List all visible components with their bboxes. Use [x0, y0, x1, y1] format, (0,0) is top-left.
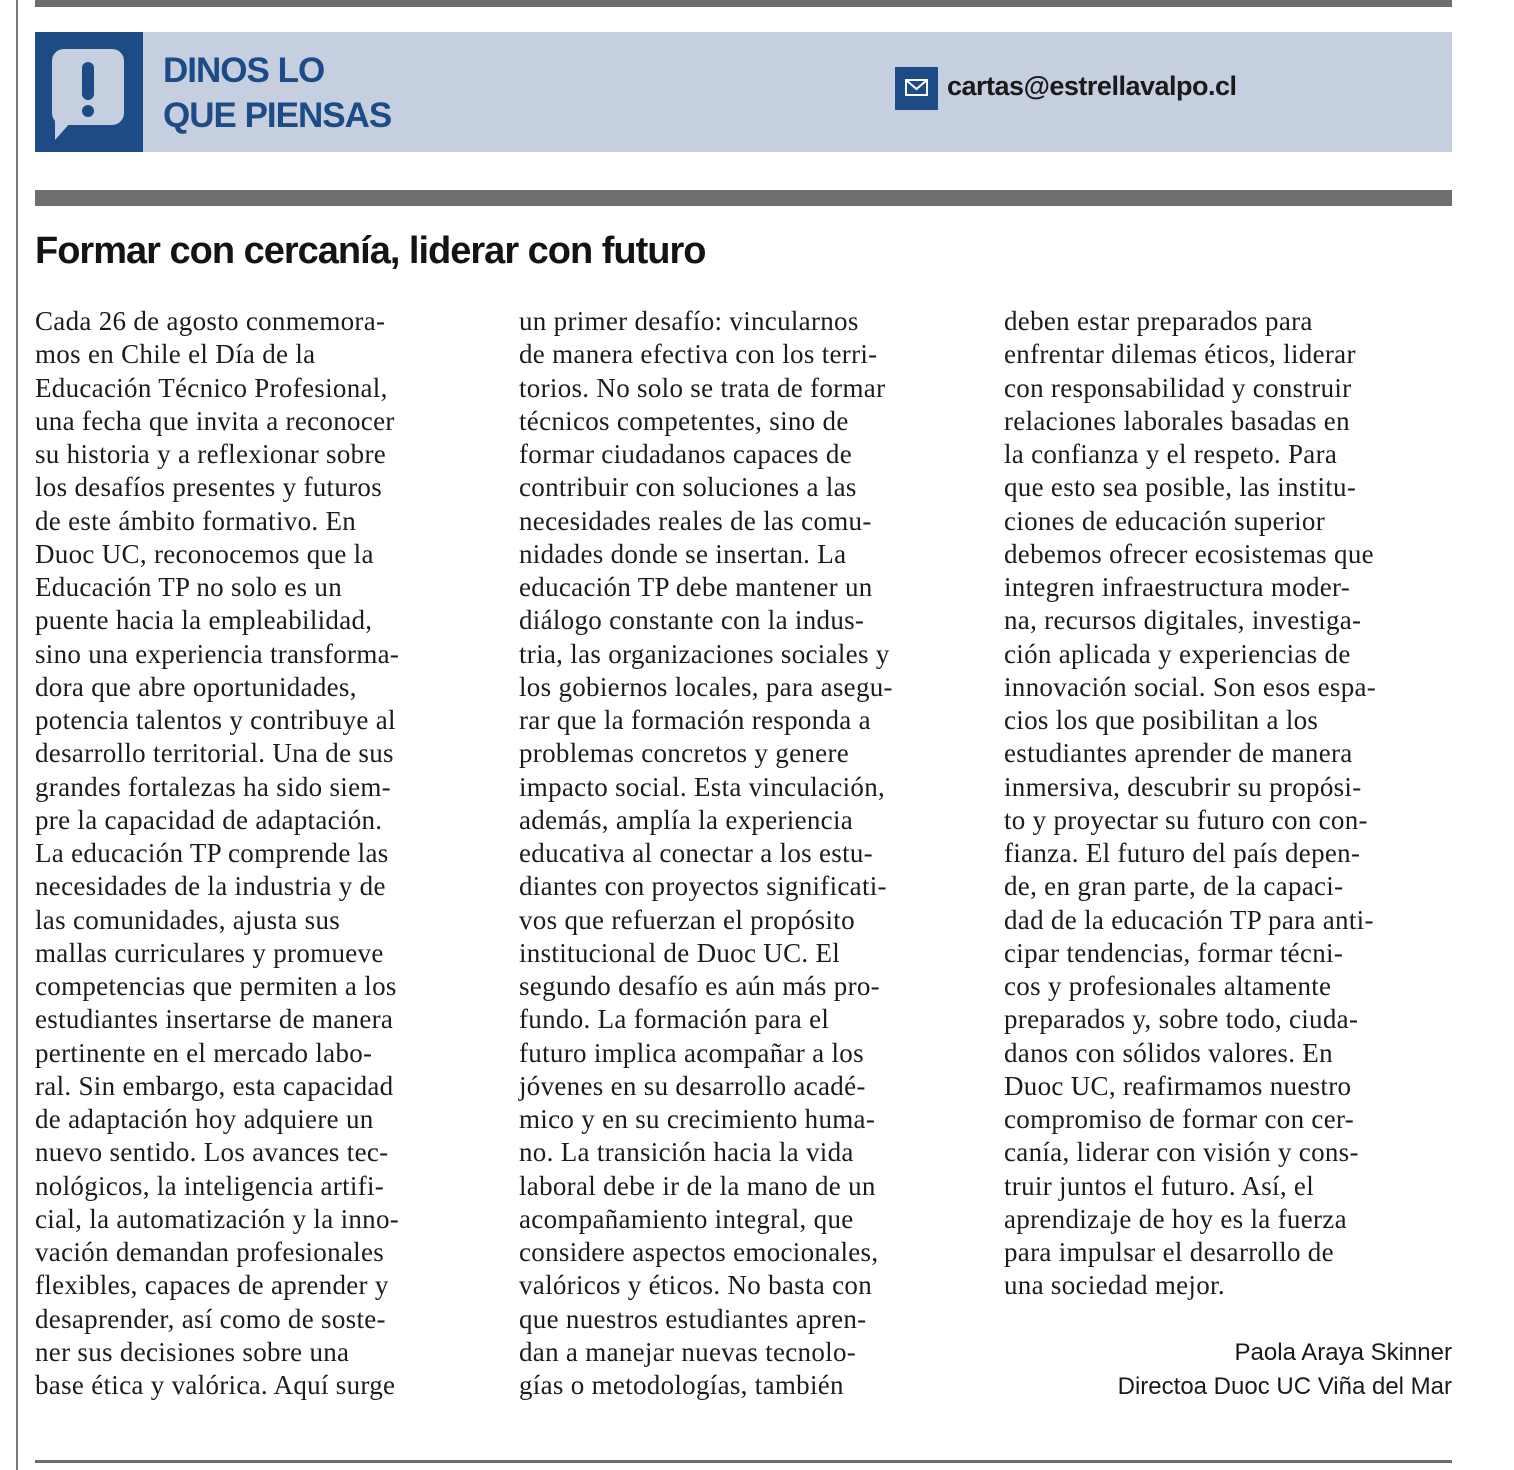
banner-title-line-2: QUE PIENSAS	[163, 96, 392, 135]
article-text-line: Educación TP no solo es un	[35, 572, 343, 602]
article-text-line: puente hacia la empleabilidad,	[35, 605, 373, 636]
article-text-line: canía, liderar con visión y cons-	[1004, 1137, 1359, 1168]
article-text-line: educación TP debe mantener un	[519, 572, 873, 602]
article-text-line: diálogo constante con la indus-	[519, 605, 865, 636]
article-text-line: desarrollo territorial. Una de sus	[35, 738, 394, 769]
article-text-line: laboral debe ir de la mano de un	[519, 1170, 876, 1201]
article-text-line: necesidades reales de las comu-	[519, 505, 872, 536]
article-text-line: aprendizaje de hoy es la fuerza	[1004, 1203, 1347, 1234]
envelope-icon	[895, 67, 938, 110]
article-text-line: flexibles, capaces de aprender y	[35, 1270, 389, 1301]
article-text-line: para impulsar el desarrollo de	[1004, 1237, 1334, 1267]
section-divider	[35, 190, 1452, 206]
article-text-line: preparados y, sobre todo, ciuda-	[1004, 1004, 1359, 1035]
article-text-line: educativa al conectar a los estu-	[519, 838, 873, 868]
article-text-line: innovación social. Son esos espa-	[1004, 671, 1377, 702]
article-text-line: grandes fortalezas ha sido siem-	[35, 771, 391, 802]
article-text-line: valóricos y éticos. No basta con	[519, 1270, 873, 1301]
article-text-line: Duoc UC, reafirmamos nuestro	[1004, 1070, 1352, 1101]
article-column-2	[519, 305, 967, 1402]
article-text-line: segundo desafío es aún más pro-	[519, 971, 880, 1001]
article-text-line: la confianza y el respeto. Para	[1004, 439, 1338, 469]
article-text-line: to y proyectar su futuro con con-	[1004, 804, 1368, 835]
article-text-line: vos que refuerzan el propósito	[519, 904, 855, 935]
article-text-line: cipar tendencias, formar técni-	[1004, 937, 1344, 968]
article-text-line: que esto sea posible, las institu-	[1004, 472, 1357, 503]
article-text-line: impacto social. Esta vinculación,	[519, 771, 886, 802]
article-text-line: nidades donde se insertan. La	[519, 538, 847, 569]
article-text-line: nológicos, la inteligencia artifi-	[35, 1170, 385, 1201]
article-text-line: técnicos competentes, sino de	[519, 405, 849, 436]
article-text-line: cios los que posibilitan a los	[1004, 705, 1319, 735]
article-text-line: ral. Sin embargo, esta capacidad	[35, 1070, 394, 1101]
banner-title-line-1: DINOS LO	[163, 51, 325, 90]
article-text-line: mico y en su crecimiento huma-	[519, 1104, 876, 1134]
article-text-line: diantes con proyectos significati-	[519, 871, 887, 902]
article-text-line: de este ámbito formativo. En	[35, 505, 357, 536]
letters-banner	[35, 32, 1452, 152]
article-text-line: cial, la automatización y la inno-	[35, 1203, 400, 1234]
article-text-line: estudiantes insertarse de manera	[35, 1004, 394, 1035]
article-column-3	[1004, 305, 1452, 1303]
article-text-line: Duoc UC, reconocemos que la	[35, 538, 374, 569]
article-text-line: enfrentar dilemas éticos, liderar	[1004, 339, 1356, 370]
article-text-line: fianza. El futuro del país depen-	[1004, 838, 1361, 868]
article-text-line: rar que la formación responda a	[519, 705, 871, 735]
article-text-line: potencia talentos y contribuye al	[35, 705, 396, 735]
article-text-line: contribuir con soluciones a las	[519, 472, 857, 503]
article-text-line: cos y profesionales altamente	[1004, 971, 1332, 1001]
article-text-line: na, recursos digitales, investiga-	[1004, 605, 1362, 636]
article-text-line: mos en Chile el Día de la	[35, 339, 316, 370]
article-text-line: formar ciudadanos capaces de	[519, 439, 852, 469]
exclamation-speech-bubble-icon	[35, 32, 143, 152]
article-signature	[1118, 1336, 1452, 1404]
article-text-line: Cada 26 de agosto conmemora-	[35, 306, 386, 336]
article-text-line: futuro implica acompañar a los	[519, 1037, 864, 1068]
article-text-line: su historia y a reflexionar sobre	[35, 439, 387, 469]
article-text-line: ciones de educación superior	[1004, 505, 1326, 536]
bottom-divider	[35, 1460, 1452, 1463]
article-text-line: dora que abre oportunidades,	[35, 671, 357, 702]
article-text-line: competencias que permiten a los	[35, 971, 397, 1001]
article-text-line: estudiantes aprender de manera	[1004, 738, 1353, 769]
article-text-line: truir juntos el futuro. Así, el	[1004, 1170, 1315, 1201]
article-text-line: tria, las organizaciones sociales y	[519, 638, 890, 669]
article-text-line: con responsabilidad y construir	[1004, 372, 1352, 403]
article-text-line: compromiso de formar con cer-	[1004, 1104, 1355, 1134]
article-text-line: una fecha que invita a reconocer	[35, 405, 395, 436]
article-text-line: de, en gran parte, de la capaci-	[1004, 871, 1344, 902]
article-text-line: pertinente en el mercado labo-	[35, 1037, 373, 1068]
article-text-line: de adaptación hoy adquiere un	[35, 1104, 374, 1134]
author-title: Directoa Duoc UC Viña del Mar	[1117, 1373, 1452, 1400]
article-text-line: desaprender, así como de soste-	[35, 1303, 386, 1334]
article-text-line: La educación TP comprende las	[35, 838, 389, 868]
article-text-line: base ética y valórica. Aquí surge	[35, 1370, 396, 1400]
article-headline: Formar con cercanía, liderar con futuro	[35, 230, 706, 272]
article-text-line: fundo. La formación para el	[519, 1004, 830, 1035]
article-text-line: las comunidades, ajusta sus	[35, 904, 341, 935]
article-text-line: torios. No solo se trata de formar	[519, 372, 886, 403]
article-text-line: necesidades de la industria y de	[35, 871, 386, 902]
article-text-line: de manera efectiva con los terri-	[519, 339, 878, 370]
article-text-line: acompañamiento integral, que	[519, 1203, 854, 1234]
article-text-line: además, amplía la experiencia	[519, 804, 854, 835]
article-text-line: danos con sólidos valores. En	[1004, 1037, 1333, 1068]
article-text-line: pre la capacidad de adaptación.	[35, 804, 383, 835]
article-text-line: integren infraestructura moder-	[1004, 572, 1351, 602]
banner-title	[163, 48, 483, 138]
article-text-line: inmersiva, descubrir su propósi-	[1004, 771, 1362, 802]
article-text-line: Educación Técnico Profesional,	[35, 372, 388, 403]
top-divider	[35, 0, 1452, 7]
article-text-line: deben estar preparados para	[1004, 306, 1313, 336]
article-text-line: los gobiernos locales, para asegu-	[519, 671, 893, 702]
article-text-line: un primer desafío: vincularnos	[519, 306, 859, 336]
article-text-line: relaciones laborales basadas en	[1004, 405, 1350, 436]
article-text-line: vación demandan profesionales	[35, 1237, 385, 1267]
article-text-line: institucional de Duoc UC. El	[519, 937, 841, 968]
article-text-line: que nuestros estudiantes apren-	[519, 1303, 867, 1334]
author-name: Paola Araya Skinner	[1234, 1339, 1452, 1366]
article-text-line: mallas curriculares y promueve	[35, 937, 384, 968]
article-text-line: problemas concretos y genere	[519, 738, 850, 769]
article-text-line: dan a manejar nuevas tecnolo-	[519, 1336, 857, 1367]
article-text-line: ción aplicada y experiencias de	[1004, 638, 1351, 669]
article-text-line: no. La transición hacia la vida	[519, 1137, 854, 1168]
article-text-line: una sociedad mejor.	[1004, 1270, 1225, 1301]
article-text-line: debemos ofrecer ecosistemas que	[1004, 538, 1374, 569]
article-text-line: los desafíos presentes y futuros	[35, 472, 383, 503]
article-text-line: dad de la educación TP para anti-	[1004, 904, 1374, 935]
contact-email: cartas@estrellavalpo.cl	[947, 71, 1237, 101]
article-text-line: jóvenes en su desarrollo acadé-	[519, 1070, 866, 1101]
left-margin-rule	[16, 0, 18, 1470]
article-text-line: ner sus decisiones sobre una	[35, 1336, 350, 1367]
article-text-line: gías o metodologías, también	[519, 1370, 844, 1400]
article-text-line: nuevo sentido. Los avances tec-	[35, 1137, 389, 1168]
article-text-line: considere aspectos emocionales,	[519, 1237, 879, 1267]
article-column-1	[35, 305, 483, 1402]
article-text-line: sino una experiencia transforma-	[35, 638, 400, 669]
